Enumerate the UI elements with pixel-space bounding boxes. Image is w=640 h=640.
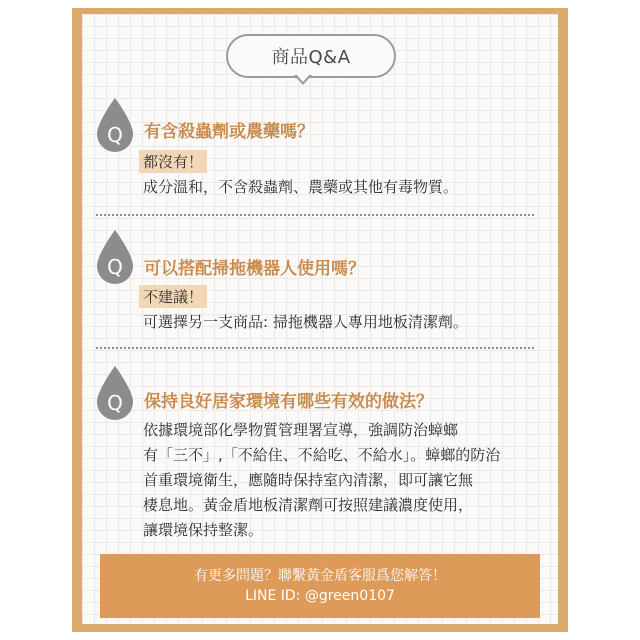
question-3: 保持良好居家環境有哪些有效的做法？	[144, 392, 433, 412]
question-1: 有含殺蟲劑或農藥嗎？	[144, 122, 314, 142]
divider	[96, 214, 534, 216]
answer-2: 可選擇另一支商品: 掃拖機器人專用地板清潔劑。	[143, 313, 468, 331]
answer-3-line: 棲息地。黃金盾地板清潔劑可按照建議濃度使用，	[143, 496, 474, 514]
contact-banner	[100, 554, 540, 618]
page-title-text: 商品Q&A	[271, 47, 351, 68]
answer-3-line: 依據環境部化學物質管理署宣導，強調防治蟑螂	[143, 421, 459, 439]
q-letter: Q	[107, 391, 123, 415]
answer-tag-2: 不建議！	[139, 285, 207, 308]
contact-banner-text: 有更多問題？聯繫黃金盾客服爲您解答！	[194, 568, 446, 584]
answer-3-line: 首重環境衛生，應隨時保持室內清潔，即可讓它無	[143, 471, 474, 489]
question-2: 可以搭配掃拖機器人使用嗎？	[144, 259, 365, 279]
q-drop-icon	[94, 228, 136, 286]
answer-3-line: 讓環境保持整潔。	[143, 521, 264, 539]
answer-tag-1: 都沒有！	[139, 150, 207, 173]
divider	[96, 347, 534, 349]
q-letter: Q	[107, 255, 123, 279]
answer-3	[143, 418, 538, 543]
answer-3-line: 有「三不」,「不給住、不給吃、不給水」。蟑螂的防治	[143, 446, 501, 464]
q-drop-icon	[94, 364, 136, 422]
line-id: LINE ID: @green0107	[245, 588, 395, 604]
title-bubble-tail-inner	[296, 74, 310, 82]
answer-1: 成分溫和，不含殺蟲劑、農藥或其他有毒物質。	[143, 178, 459, 196]
q-drop-icon	[94, 96, 136, 154]
page-title	[226, 34, 396, 78]
q-letter: Q	[107, 123, 123, 147]
